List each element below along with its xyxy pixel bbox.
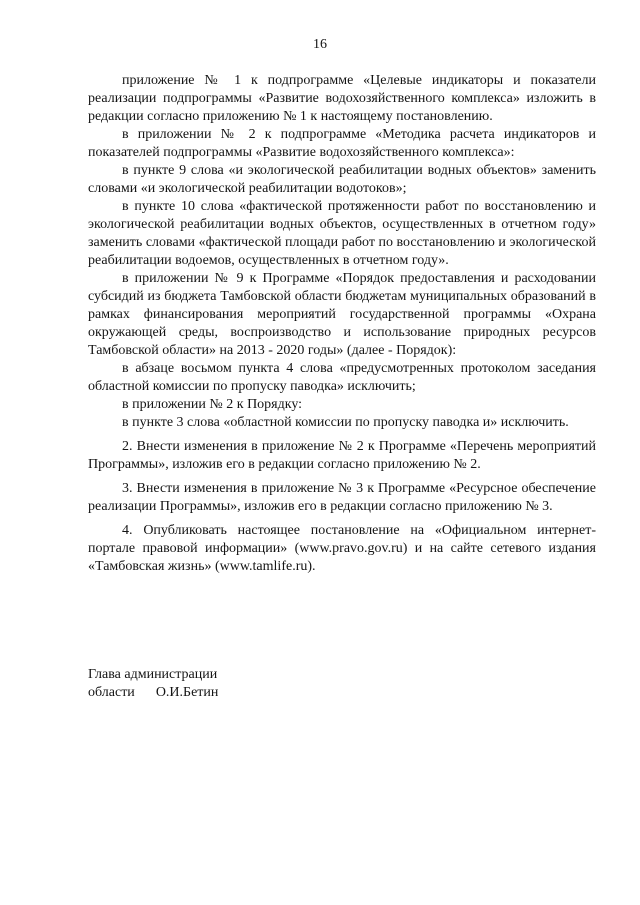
document-body — [88, 72, 596, 576]
paragraph: в пункте 10 слова «фактической протяженности работ по восстановлению и экологической реабилитации водных объектов, осуществленных в отчетном году» заменить словами «фактической площади работ по восстановлению и экологической реабилитации водоемов, осуществленных в отчетном году». — [88, 199, 596, 268]
signature-block — [88, 666, 218, 702]
paragraph: 4. Опубликовать настоящее постановление на «Официальном интернет-портале правовой информации» (www.pravo.gov.ru) и на сайте сетевого издания «Тамбовская жизнь» (www.tamlife.ru). — [88, 523, 596, 574]
paragraph: в абзаце восьмом пункта 4 слова «предусмотренных протоколом заседания областной комиссии по пропуску паводка» исключить; — [88, 361, 596, 394]
signature-region: области — [88, 685, 135, 700]
signature-title: Глава администрации — [88, 667, 218, 682]
paragraph: приложение № 1 к подпрограмме «Целевые индикаторы и показатели реализации подпрограммы «Развитие водохозяйственного комплекса» изложить в редакции согласно приложению № 1 к настоящему постановлению. — [88, 73, 596, 124]
paragraph: в пункте 9 слова «и экологической реабилитации водных объектов» заменить словами «и экологической реабилитации водотоков»; — [88, 163, 596, 196]
paragraph: в приложении № 2 к Порядку: — [122, 397, 303, 412]
paragraph: в пункте 3 слова «областной комиссии по пропуску паводка и» исключить. — [122, 415, 569, 430]
paragraph: 3. Внести изменения в приложение № 3 к Программе «Ресурсное обеспечение реализации Программы», изложив его в редакции согласно приложению № 3. — [88, 481, 596, 514]
signatory-name: О.И.Бетин — [155, 685, 219, 700]
paragraph: 2. Внести изменения в приложение № 2 к Программе «Перечень мероприятий Программы», изложив его в редакции согласно приложению № 2. — [88, 439, 596, 472]
page-number: 16 — [313, 37, 327, 52]
paragraph: в приложении № 9 к Программе «Порядок предоставления и расходовании субсидий из бюджета Тамбовской области бюджетам муниципальных образований в рамках финансирования мероприятий государственной программы «Охрана окружающей среды, воспроизводство и использование природных ресурсов Тамбовской области» на 2013 - 2020 годы» (далее - Порядок): — [88, 271, 596, 358]
signature-line — [88, 684, 218, 702]
paragraph: в приложении № 2 к подпрограмме «Методика расчета индикаторов и показателей подпрограммы «Развитие водохозяйственного комплекса»: — [88, 127, 596, 160]
